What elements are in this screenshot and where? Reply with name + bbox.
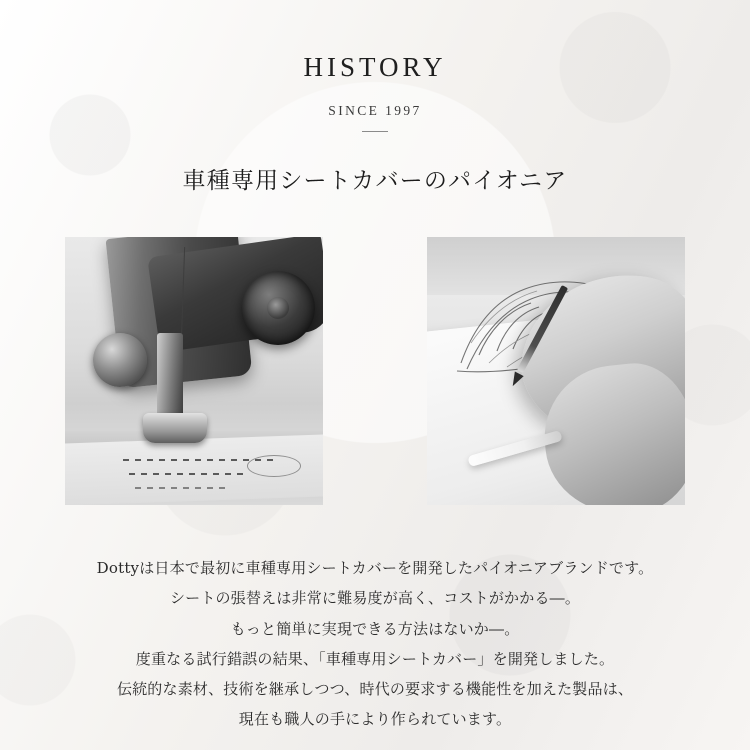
since-label: SINCE 1997 [328,103,422,118]
body-line: もっと簡単に実現できる方法はないか―。 [230,619,520,638]
body-line: シートの張替えは非常に難易度が高く、コストがかかる―。 [169,589,581,608]
hand-drawing-illustration [427,237,685,505]
presser-shank-shape [157,333,183,419]
stitch-line [129,473,249,475]
hand-wheel-shape [241,271,315,345]
headline: 車種専用シートカバーのパイオニア [182,168,568,194]
hand-drawing-photo [427,237,685,505]
page-title: HISTORY [303,52,447,82]
divider-rule [362,131,388,132]
sewing-machine-photo [65,237,323,505]
photo-row [65,237,685,505]
body-line: 度重なる試行錯誤の結果、「車種専用シートカバー」を開発しました。 [135,649,615,668]
body-line: 現在も職人の手により作られています。 [238,710,512,729]
tension-dial-shape [93,333,147,387]
body-line: 伝統的な素材、技術を継承しつつ、時代の要求する機能性を加えた製品は、 [116,680,634,699]
plate-marking [247,455,301,477]
stitch-line [135,487,231,489]
body-line: Dottyは日本で最初に車種専用シートカバーを開発したパイオニアブランドです。 [96,559,654,577]
presser-foot-shape [143,413,207,443]
body-copy [55,553,695,735]
sewing-machine-illustration [65,237,323,505]
